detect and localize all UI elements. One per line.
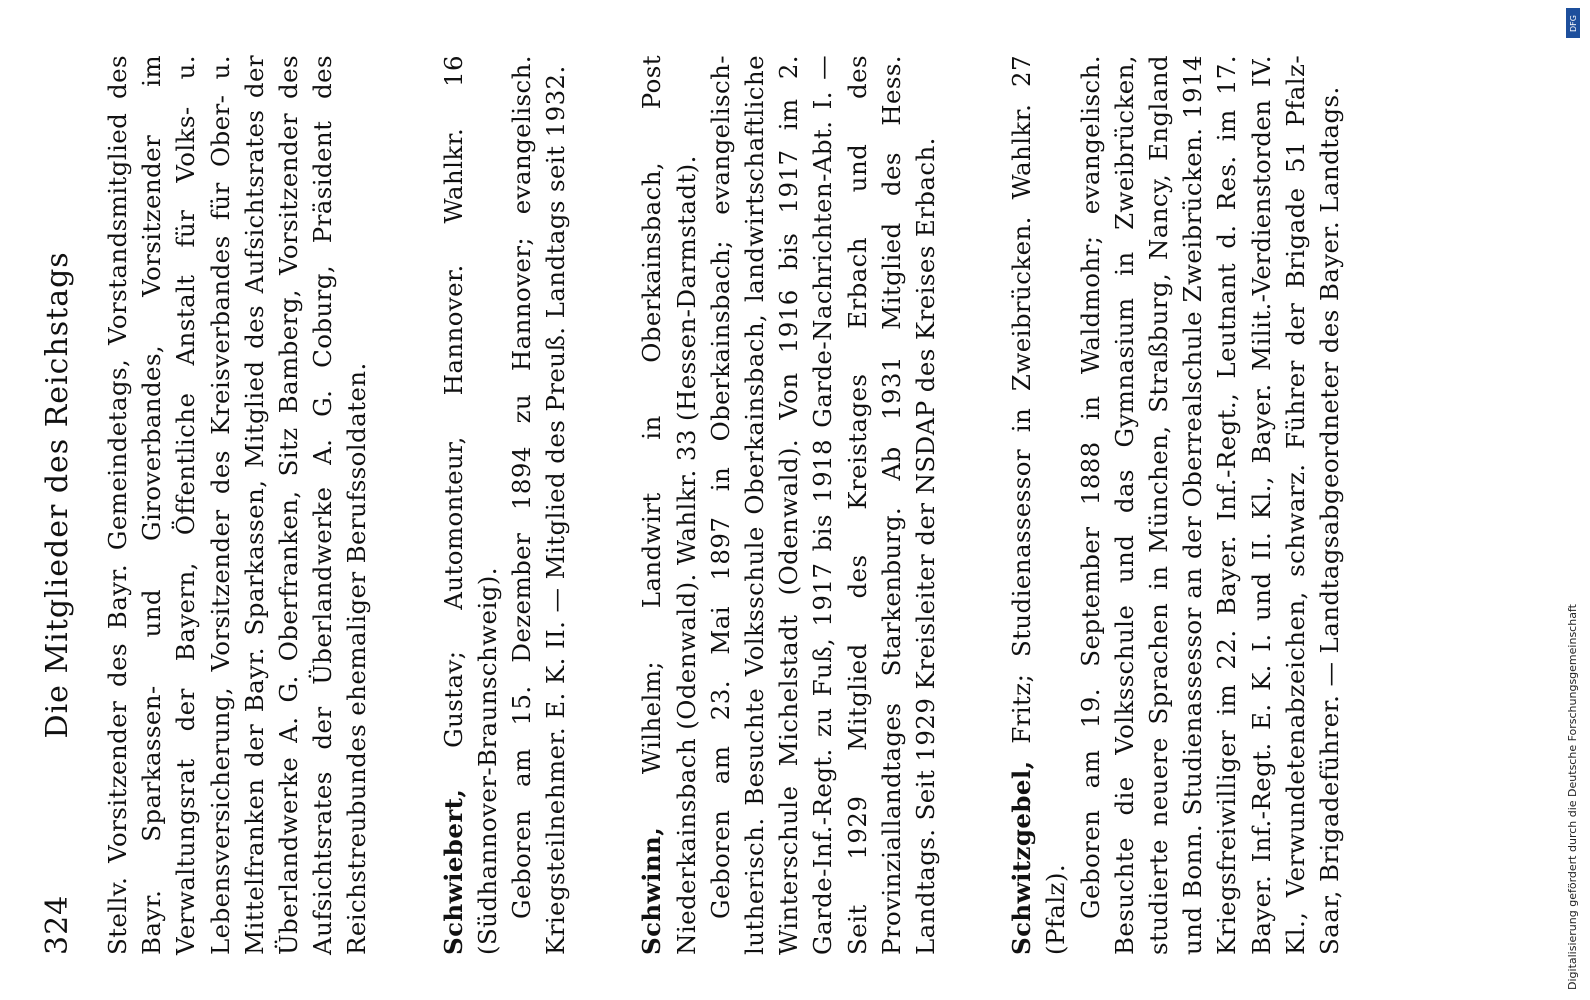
entry-bio-schwiebert: Geboren am 15. Dezember 1894 zu Hannover; evangelisch. Kriegsteilnehmer. E. K. II. — Mitglied des Preuß. Landtags seit 1932. — [507, 55, 571, 955]
member-name: Schwitzgebel, — [1007, 760, 1037, 955]
member-name: Schwinn, — [637, 826, 667, 955]
entry-gap — [573, 55, 635, 955]
entry-continuation: Stellv. Vorsitzender des Bayr. Gemeindetags, Vorstandsmitglied des Bayr. Sparkassen- und Giroverbandes, Vorsitzender im Verwaltungsrat der Bayern, Öffentliche Anstalt für Volks- u. Lebensversicherung, Vorsitzender des Kreisverbandes für Ober- u. Mittelfranken der Bayr. Sparkassen, Mitglied des Aufsichtsrates der Überlandwerke A. G. Oberfranken, Sitz Bamberg, Vorsitzender des Aufsichtsrates der Überlandwerke A. G. Coburg, Präsident des Reichstreubundes ehemaliger Berufssoldaten. — [103, 55, 372, 955]
page-header — [40, 55, 75, 955]
member-name: Schwiebert, — [438, 788, 468, 955]
page-number: 324 — [40, 894, 75, 955]
entry-heading-schwiebert: Schwiebert, Gustav; Automonteur, Hannover. Wahlkr. 16 (Südhannover-Braunschweig). — [438, 55, 502, 955]
entry-gap — [375, 55, 437, 955]
dfg-logo-icon: DFG — [1566, 8, 1580, 38]
entry-heading-schwitzgebel: Schwitzgebel, Fritz; Studienassessor in Zweibrücken. Wahlkr. 27 (Pfalz). — [1007, 55, 1071, 955]
rotated-page — [40, 55, 1520, 955]
digitization-note — [1564, 0, 1584, 1000]
entry-bio-schwitzgebel: Geboren am 19. September 1888 in Waldmohr; evangelisch. Besuchte die Volksschule und das Gymnasium in Zweibrücken, studierte neuere Sprachen in München, Straßburg, Nancy, England und Bonn. Studienassessor an der Oberrealschule Zweibrücken. 1914 Kriegsfreiwilliger im 22. Bayer. Inf.-Regt., Leutnant d. Res. im 17. Bayer. Inf.-Regt. E. K. I. und II. Kl., Bayer. Milit.-Verdienstorden IV. Kl., Verwundetenabzeichen, schwarz. Führer der Brigade 51 Pfalz-Saar, Brigadeführer. — Landtagsabgeordneter des Bayer. Landtags. — [1075, 55, 1345, 955]
digitization-credit: Digitalisierung gefördert durch die Deutsche Forschungsgemeinschaft — [1566, 604, 1579, 990]
entry-bio-schwinn: Geboren am 23. Mai 1897 in Oberkainsbach; evangelisch-lutherisch. Besuchte Volksschule Oberkainsbach, landwirtschaftliche Winterschule Michelstadt (Odenwald). Von 1916 bis 1917 im 2. Garde-Inf.-Regt. zu Fuß, 1917 bis 1918 Garde-Nachrichten-Abt. I. — Seit 1929 Mitglied des Kreistages Erbach und des Provinziallandtages Starkenburg. Ab 1931 Mitglied des Hess. Landtags. Seit 1929 Kreisleiter der NSDAP des Kreises Erbach. — [705, 55, 941, 955]
running-title: Die Mitglieder des Reichstags — [40, 251, 75, 739]
entry-gap — [943, 55, 1005, 955]
entry-heading-schwinn: Schwinn, Wilhelm; Landwirt in Oberkainsbach, Post Niederkainsbach (Odenwald). Wahlkr. 33 (Hessen-Darmstadt). — [637, 55, 701, 955]
